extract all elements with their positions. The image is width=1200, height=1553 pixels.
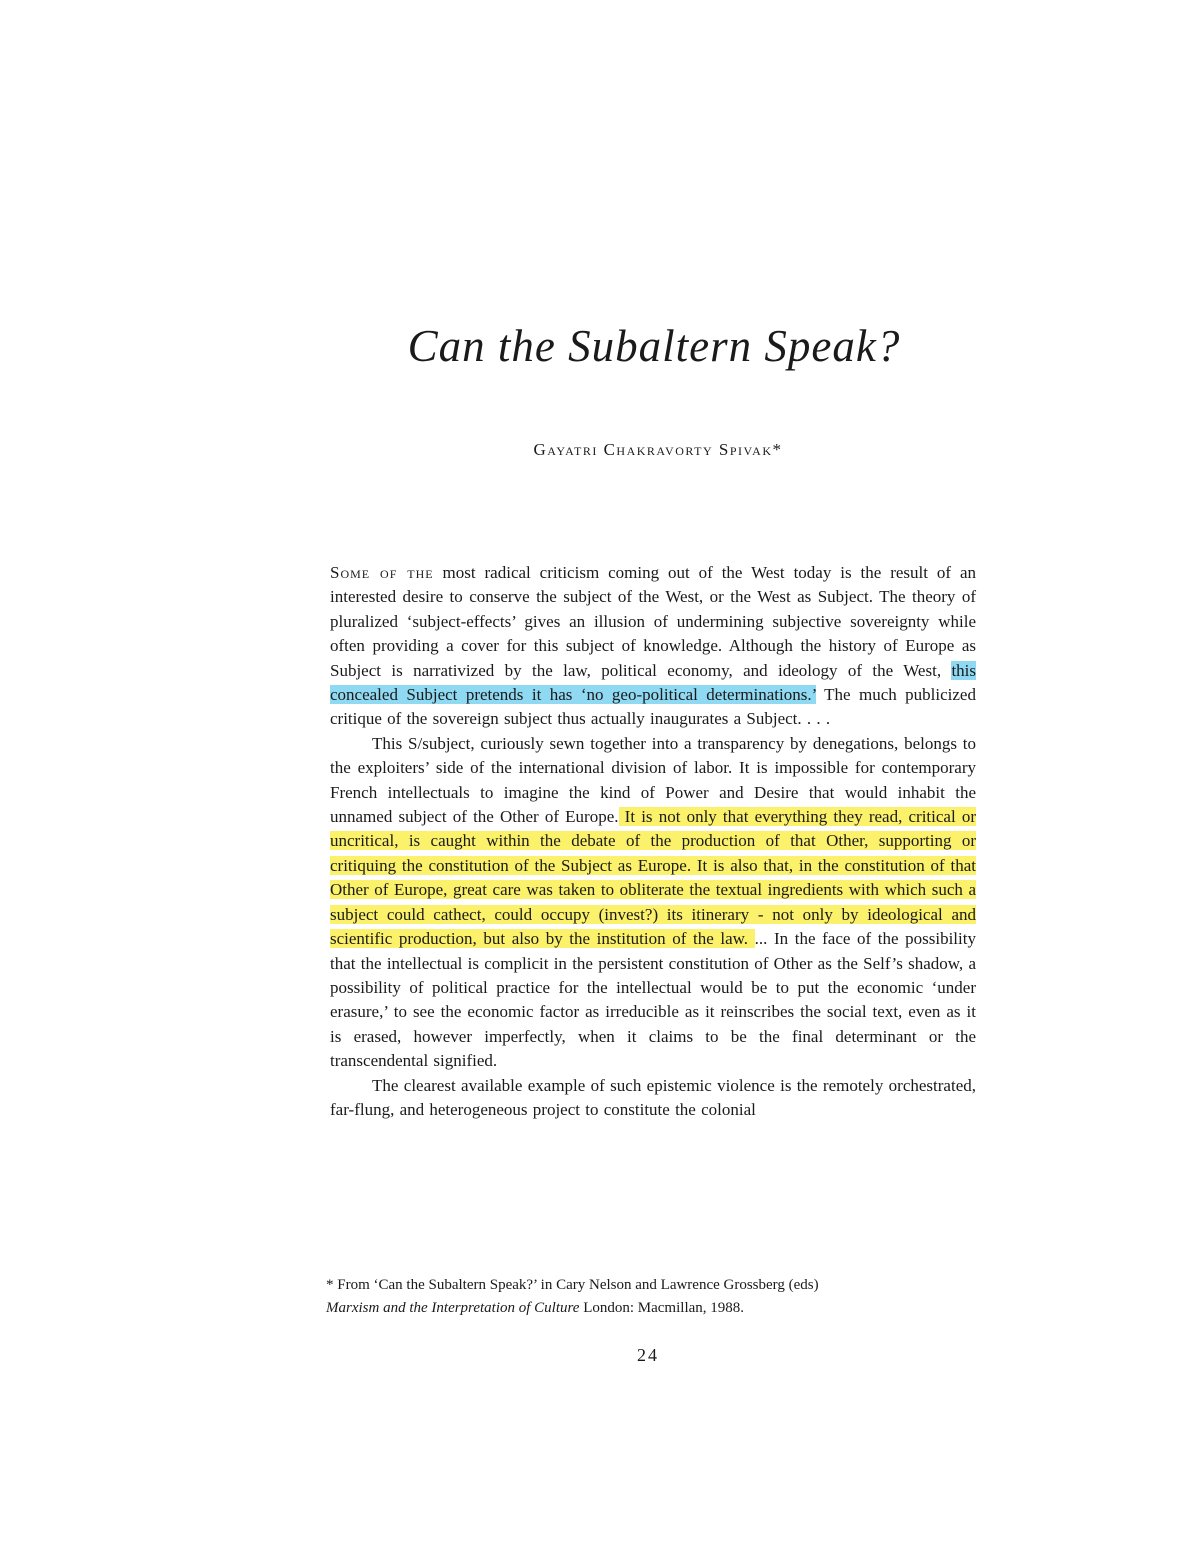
- footnote-text-b: London: Macmillan, 1988.: [579, 1300, 745, 1316]
- paragraph-3: [330, 1074, 976, 1123]
- paragraph-2-text-b: ... In the face of the possibility that the intellectual is complicit in the persistent constitution of Other as the Self’s shadow, a possibility of political practice for the intellectual would be to put the economic ‘under erasure,’ to see the economic factor as irreducible as it reinscribes the social text, even as it is erased, however imperfectly, when it claims to be the final determinant or the transcendental signified.: [330, 929, 976, 1071]
- paragraph-3-text: The clearest available example of such epistemic violence is the remotely orchestrated, far-flung, and heterogeneous project to constitute the colonial: [330, 1075, 976, 1119]
- footnote-book-title: Marxism and the Interpretation of Culture: [326, 1300, 580, 1316]
- paragraph-2: [330, 732, 976, 1074]
- blue-highlight: this concealed Subject pretends it has ‘no geo-political determinations.’: [330, 660, 976, 705]
- paragraph-1-text-b: The much publicized critique of the sovereign subject thus actually inaugurates a Subject. . . .: [330, 685, 976, 729]
- lead-in-smallcaps: Some of the: [330, 563, 434, 582]
- paragraph-1-text-a: most radical criticism coming out of the West today is the result of an interested desire to conserve the subject of the West, or the West as Subject. The theory of pluralized ‘subject-effects’ gives an illusion of undermining subjective sovereignty while often providing a cover for this subject of knowledge. Although the history of Europe as Subject is narrativized by the law, political economy, and ideology of the West,: [330, 563, 976, 680]
- footnote: [326, 1274, 976, 1320]
- paragraph-2-text-a: This S/subject, curiously sewn together into a transparency by denegations, belongs to the exploiters’ side of the international division of labor. It is impossible for contemporary French intellectuals to imagine the kind of Power and Desire that would inhabit the unnamed subject of the Other of Europe.: [330, 733, 976, 827]
- article-title: Can the Subaltern Speak?: [407, 321, 901, 371]
- author-name: Gayatri Chakravorty Spivak*: [533, 440, 783, 459]
- page-number: 24: [637, 1345, 659, 1365]
- yellow-highlight: It is not only that everything they read, critical or uncritical, is caught within the debate of the production of that Other, supporting or critiquing the constitution of the Subject as Europe. It is also that, in the constitution of that Other of Europe, great care was taken to obliterate the textual ingredients with which such a subject could cathect, could occupy (invest?) its itinerary - not only by ideological and scientific production, but also by the institution of the law.: [330, 807, 977, 949]
- paragraph-1: [330, 561, 976, 732]
- body-text: [330, 561, 976, 1122]
- footnote-text-a: * From ‘Can the Subaltern Speak?’ in Cary Nelson and Lawrence Grossberg (eds): [326, 1277, 819, 1293]
